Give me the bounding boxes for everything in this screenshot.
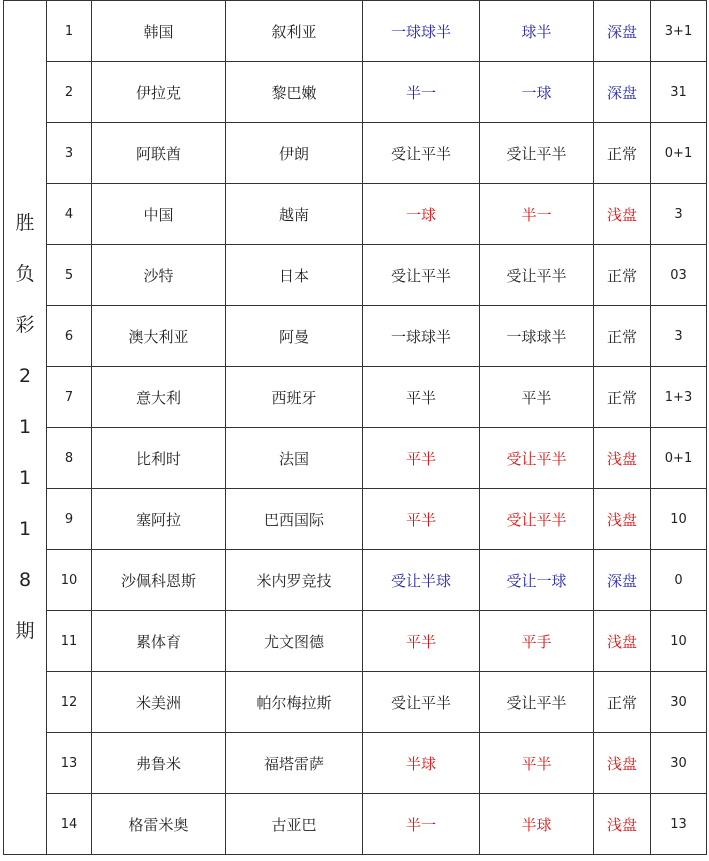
handicap-initial-cell: 半球 (363, 733, 480, 794)
handicap-current-cell: 受让平半 (480, 123, 594, 184)
handicap-initial-cell: 一球球半 (363, 306, 480, 367)
home-team-cell: 格雷米奥 (92, 794, 226, 855)
prediction-cell: 3 (651, 184, 707, 245)
side-label-text (4, 198, 46, 657)
handicap-depth-cell: 正常 (594, 245, 651, 306)
prediction-cell: 10 (651, 489, 707, 550)
handicap-initial-cell: 平半 (363, 428, 480, 489)
handicap-depth-cell: 正常 (594, 306, 651, 367)
handicap-depth-cell: 浅盘 (594, 428, 651, 489)
home-team-cell: 沙特 (92, 245, 226, 306)
home-team-cell: 阿联酋 (92, 123, 226, 184)
table-row (4, 672, 707, 733)
table-row (4, 123, 707, 184)
match-number-cell: 1 (47, 1, 92, 62)
match-number-cell: 7 (47, 367, 92, 428)
prediction-cell: 0+1 (651, 123, 707, 184)
away-team-cell: 福塔雷萨 (226, 733, 363, 794)
match-number-cell: 9 (47, 489, 92, 550)
handicap-depth-cell: 正常 (594, 672, 651, 733)
match-number-cell: 2 (47, 62, 92, 123)
handicap-initial-cell: 受让平半 (363, 123, 480, 184)
handicap-current-cell: 平半 (480, 367, 594, 428)
table-row (4, 306, 707, 367)
home-team-cell: 沙佩科恩斯 (92, 550, 226, 611)
handicap-depth-cell: 正常 (594, 367, 651, 428)
table-row (4, 733, 707, 794)
handicap-current-cell: 受让平半 (480, 245, 594, 306)
handicap-current-cell: 受让平半 (480, 428, 594, 489)
handicap-depth-cell: 浅盘 (594, 794, 651, 855)
handicap-current-cell: 一球 (480, 62, 594, 123)
table-row (4, 1, 707, 62)
side-label-char: 期 (15, 620, 35, 642)
handicap-current-cell: 半球 (480, 794, 594, 855)
side-label-char: 1 (18, 416, 32, 438)
prediction-cell: 3 (651, 306, 707, 367)
side-label-char: 8 (18, 569, 32, 591)
match-number-cell: 14 (47, 794, 92, 855)
away-team-cell: 日本 (226, 245, 363, 306)
handicap-initial-cell: 平半 (363, 367, 480, 428)
handicap-depth-cell: 深盘 (594, 1, 651, 62)
away-team-cell: 黎巴嫩 (226, 62, 363, 123)
handicap-initial-cell: 受让平半 (363, 245, 480, 306)
side-label-char: 彩 (15, 314, 35, 336)
home-team-cell: 累体育 (92, 611, 226, 672)
match-number-cell: 12 (47, 672, 92, 733)
away-team-cell: 法国 (226, 428, 363, 489)
home-team-cell: 米美洲 (92, 672, 226, 733)
side-label-char: 胜 (15, 212, 35, 234)
side-label-char: 1 (18, 467, 32, 489)
prediction-cell: 10 (651, 611, 707, 672)
side-label-char: 1 (18, 518, 32, 540)
handicap-depth-cell: 深盘 (594, 62, 651, 123)
prediction-cell: 13 (651, 794, 707, 855)
match-number-cell: 3 (47, 123, 92, 184)
handicap-current-cell: 平半 (480, 733, 594, 794)
prediction-cell: 03 (651, 245, 707, 306)
handicap-depth-cell: 正常 (594, 123, 651, 184)
table-row (4, 489, 707, 550)
away-team-cell: 阿曼 (226, 306, 363, 367)
handicap-current-cell: 半一 (480, 184, 594, 245)
table-body (4, 1, 707, 855)
match-number-cell: 8 (47, 428, 92, 489)
handicap-depth-cell: 浅盘 (594, 489, 651, 550)
home-team-cell: 伊拉克 (92, 62, 226, 123)
match-number-cell: 10 (47, 550, 92, 611)
handicap-current-cell: 受让平半 (480, 489, 594, 550)
away-team-cell: 越南 (226, 184, 363, 245)
prediction-cell: 31 (651, 62, 707, 123)
table-row (4, 184, 707, 245)
table-row (4, 245, 707, 306)
match-number-cell: 5 (47, 245, 92, 306)
match-number-cell: 6 (47, 306, 92, 367)
side-label-char: 负 (15, 263, 35, 285)
handicap-initial-cell: 受让平半 (363, 672, 480, 733)
side-label (4, 1, 47, 855)
table-row (4, 550, 707, 611)
handicap-initial-cell: 受让半球 (363, 550, 480, 611)
prediction-cell: 30 (651, 733, 707, 794)
handicap-current-cell: 受让一球 (480, 550, 594, 611)
handicap-initial-cell: 平半 (363, 611, 480, 672)
handicap-depth-cell: 浅盘 (594, 611, 651, 672)
lottery-table (3, 0, 707, 855)
home-team-cell: 韩国 (92, 1, 226, 62)
table-row (4, 611, 707, 672)
away-team-cell: 米内罗竞技 (226, 550, 363, 611)
away-team-cell: 伊朗 (226, 123, 363, 184)
handicap-initial-cell: 半一 (363, 62, 480, 123)
handicap-initial-cell: 半一 (363, 794, 480, 855)
prediction-cell: 30 (651, 672, 707, 733)
away-team-cell: 帕尔梅拉斯 (226, 672, 363, 733)
prediction-cell: 0 (651, 550, 707, 611)
match-number-cell: 13 (47, 733, 92, 794)
prediction-cell: 3+1 (651, 1, 707, 62)
away-team-cell: 叙利亚 (226, 1, 363, 62)
home-team-cell: 塞阿拉 (92, 489, 226, 550)
home-team-cell: 比利时 (92, 428, 226, 489)
handicap-initial-cell: 平半 (363, 489, 480, 550)
handicap-depth-cell: 深盘 (594, 550, 651, 611)
home-team-cell: 中国 (92, 184, 226, 245)
table-row (4, 367, 707, 428)
match-number-cell: 11 (47, 611, 92, 672)
away-team-cell: 巴西国际 (226, 489, 363, 550)
table-row (4, 62, 707, 123)
match-number-cell: 4 (47, 184, 92, 245)
home-team-cell: 澳大利亚 (92, 306, 226, 367)
away-team-cell: 尤文图德 (226, 611, 363, 672)
handicap-current-cell: 一球球半 (480, 306, 594, 367)
home-team-cell: 弗鲁米 (92, 733, 226, 794)
handicap-current-cell: 受让平半 (480, 672, 594, 733)
table-row (4, 428, 707, 489)
handicap-current-cell: 球半 (480, 1, 594, 62)
handicap-depth-cell: 浅盘 (594, 733, 651, 794)
away-team-cell: 古亚巴 (226, 794, 363, 855)
table-row (4, 794, 707, 855)
prediction-cell: 1+3 (651, 367, 707, 428)
away-team-cell: 西班牙 (226, 367, 363, 428)
handicap-initial-cell: 一球 (363, 184, 480, 245)
handicap-depth-cell: 浅盘 (594, 184, 651, 245)
handicap-initial-cell: 一球球半 (363, 1, 480, 62)
home-team-cell: 意大利 (92, 367, 226, 428)
handicap-current-cell: 平手 (480, 611, 594, 672)
prediction-cell: 0+1 (651, 428, 707, 489)
side-label-char: 2 (18, 365, 32, 387)
